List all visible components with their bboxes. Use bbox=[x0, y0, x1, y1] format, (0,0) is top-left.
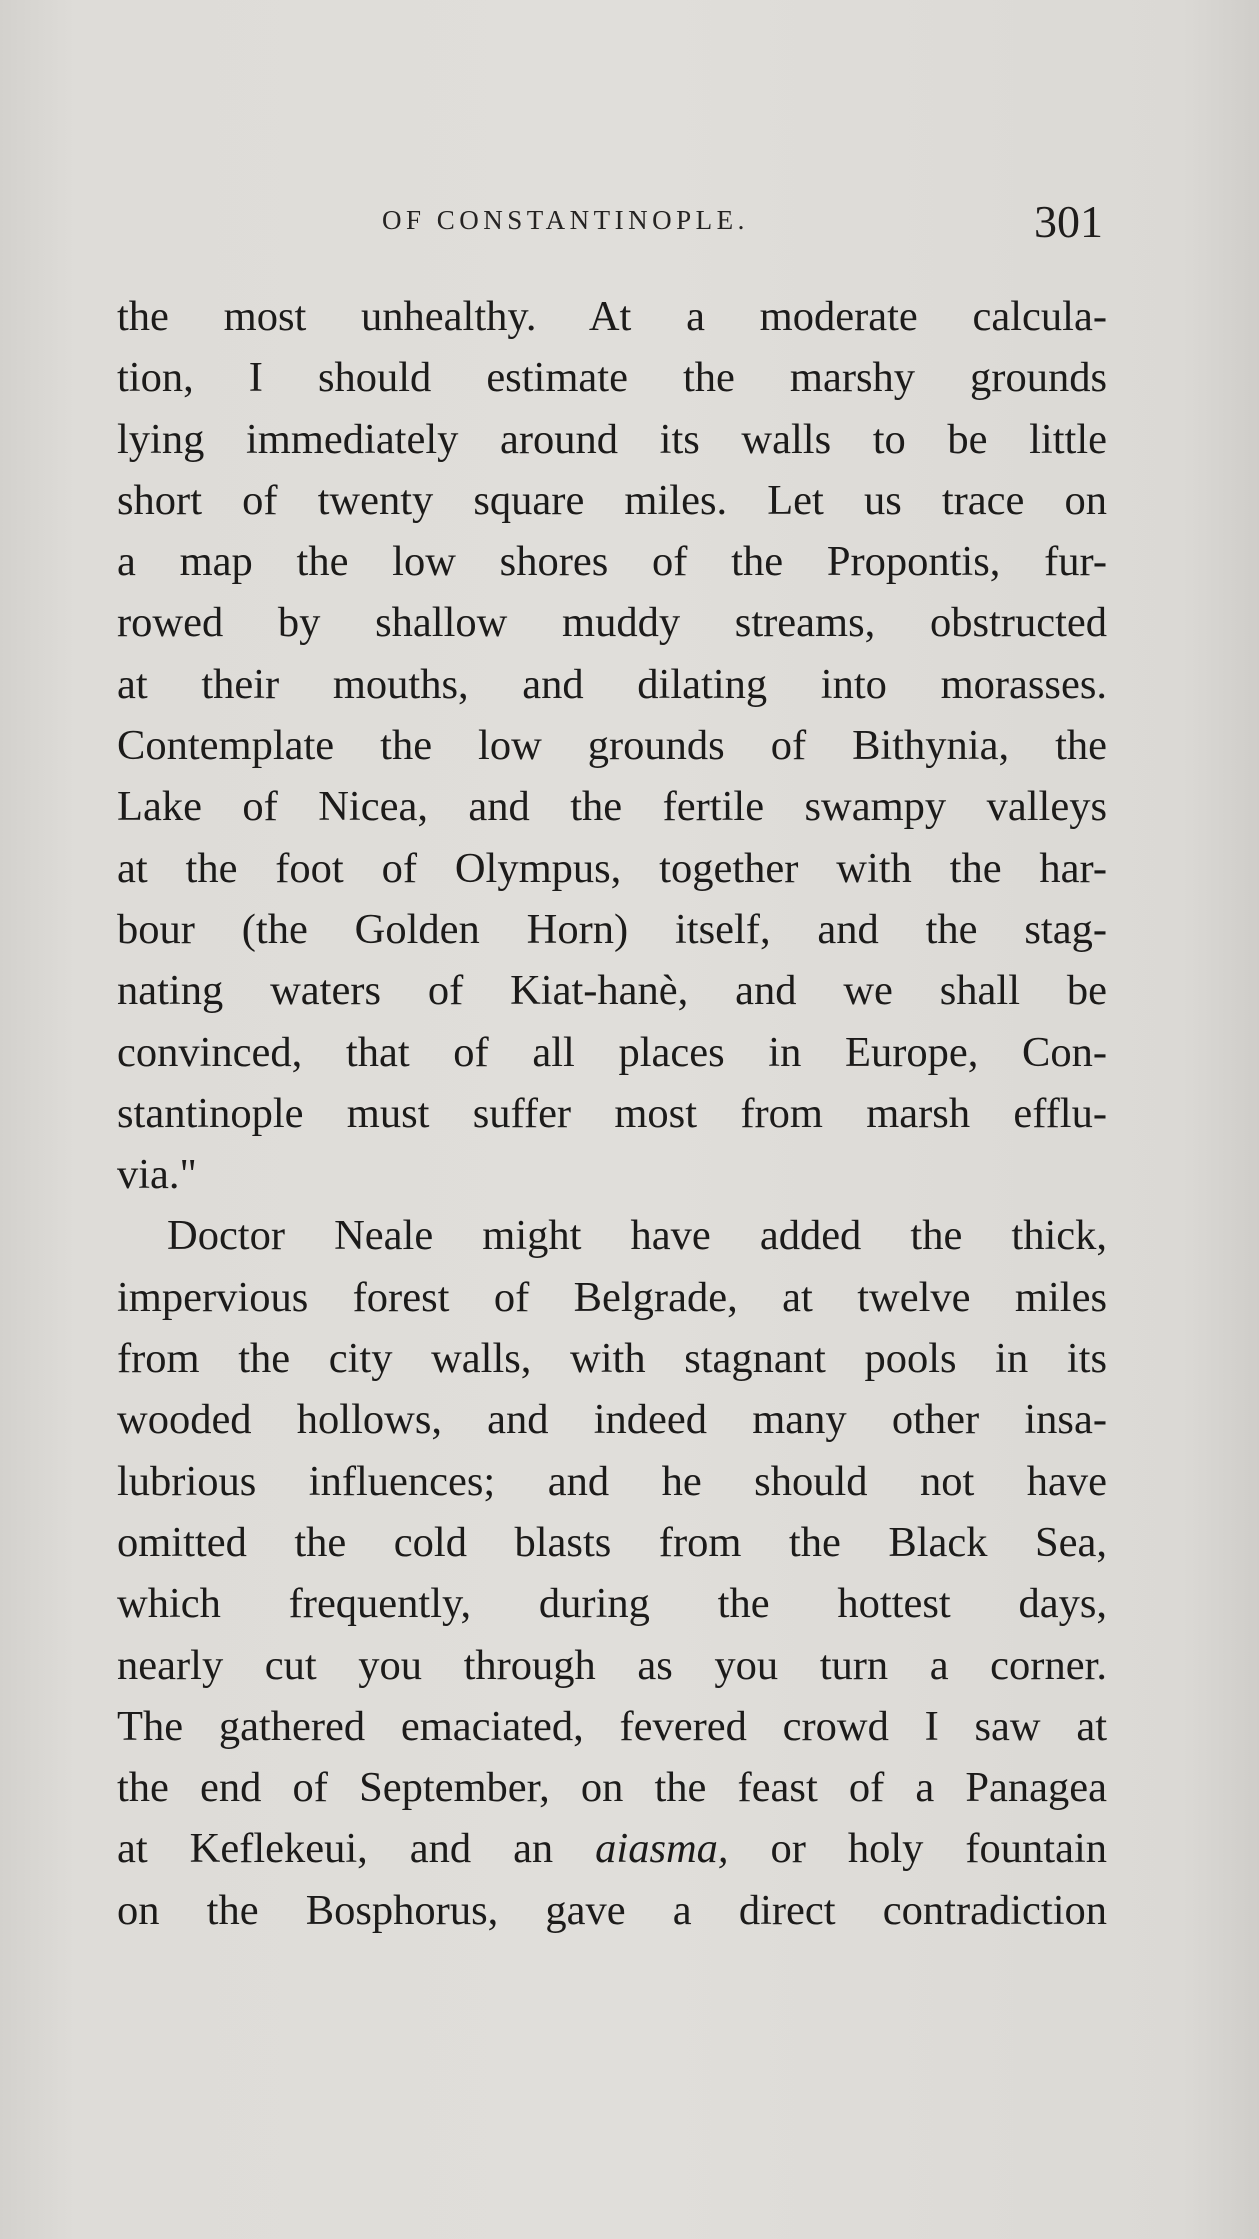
text-line: bour (the Golden Horn) itself, and the stag- bbox=[117, 905, 1107, 953]
text-segment: or holy fountain bbox=[728, 1825, 1108, 1873]
italic-term: aiasma, bbox=[595, 1825, 729, 1873]
paragraph-2 bbox=[117, 1205, 1107, 1941]
text-line: Doctor Neale might have added the thick, bbox=[167, 1212, 1107, 1260]
text-line: via." bbox=[117, 1151, 197, 1199]
text-line: Contemplate the low grounds of Bithynia, the bbox=[117, 722, 1107, 770]
text-line: wooded hollows, and indeed many other insa- bbox=[117, 1396, 1107, 1444]
text-line: omitted the cold blasts from the Black Sea, bbox=[117, 1518, 1107, 1566]
text-line: stantinople must suffer most from marsh efflu- bbox=[117, 1089, 1107, 1137]
text-line: The gathered emaciated, fevered crowd I saw at bbox=[117, 1702, 1107, 1750]
text-line: convinced, that of all places in Europe, Con- bbox=[117, 1028, 1107, 1076]
text-line: rowed by shallow muddy streams, obstructed bbox=[117, 599, 1107, 647]
text-line: at their mouths, and dilating into morasses. bbox=[117, 660, 1107, 708]
text-line: short of twenty square miles. Let us trace on bbox=[117, 476, 1107, 524]
text-line bbox=[117, 1818, 1107, 1879]
running-header bbox=[0, 195, 1259, 255]
text-line: from the city walls, with stagnant pools in its bbox=[117, 1335, 1107, 1383]
body-text bbox=[117, 286, 1107, 1941]
text-line: nating waters of Kiat-hanè, and we shall be bbox=[117, 967, 1107, 1015]
text-line: lubrious influences; and he should not have bbox=[117, 1457, 1107, 1505]
text-line: nearly cut you through as you turn a corner. bbox=[117, 1641, 1107, 1689]
text-line: Lake of Nicea, and the fertile swampy valleys bbox=[117, 783, 1107, 831]
page-number: 301 bbox=[1034, 196, 1103, 247]
text-line: on the Bosphorus, gave a direct contradiction bbox=[117, 1886, 1107, 1934]
text-line: the most unhealthy. At a moderate calcula- bbox=[117, 293, 1107, 340]
paragraph-1 bbox=[117, 286, 1107, 1205]
text-line: the end of September, on the feast of a Panagea bbox=[117, 1764, 1107, 1812]
text-line: impervious forest of Belgrade, at twelve miles bbox=[117, 1273, 1107, 1321]
running-title: OF CONSTANTINOPLE. bbox=[382, 205, 749, 235]
text-segment: at Keflekeui, and an bbox=[117, 1825, 596, 1873]
text-line: lying immediately around its walls to be little bbox=[117, 415, 1107, 463]
text-line: tion, I should estimate the marshy grounds bbox=[117, 354, 1107, 402]
text-line: which frequently, during the hottest days, bbox=[117, 1580, 1107, 1628]
text-line: at the foot of Olympus, together with the har- bbox=[117, 844, 1107, 892]
text-line: a map the low shores of the Propontis, fur- bbox=[117, 538, 1107, 586]
